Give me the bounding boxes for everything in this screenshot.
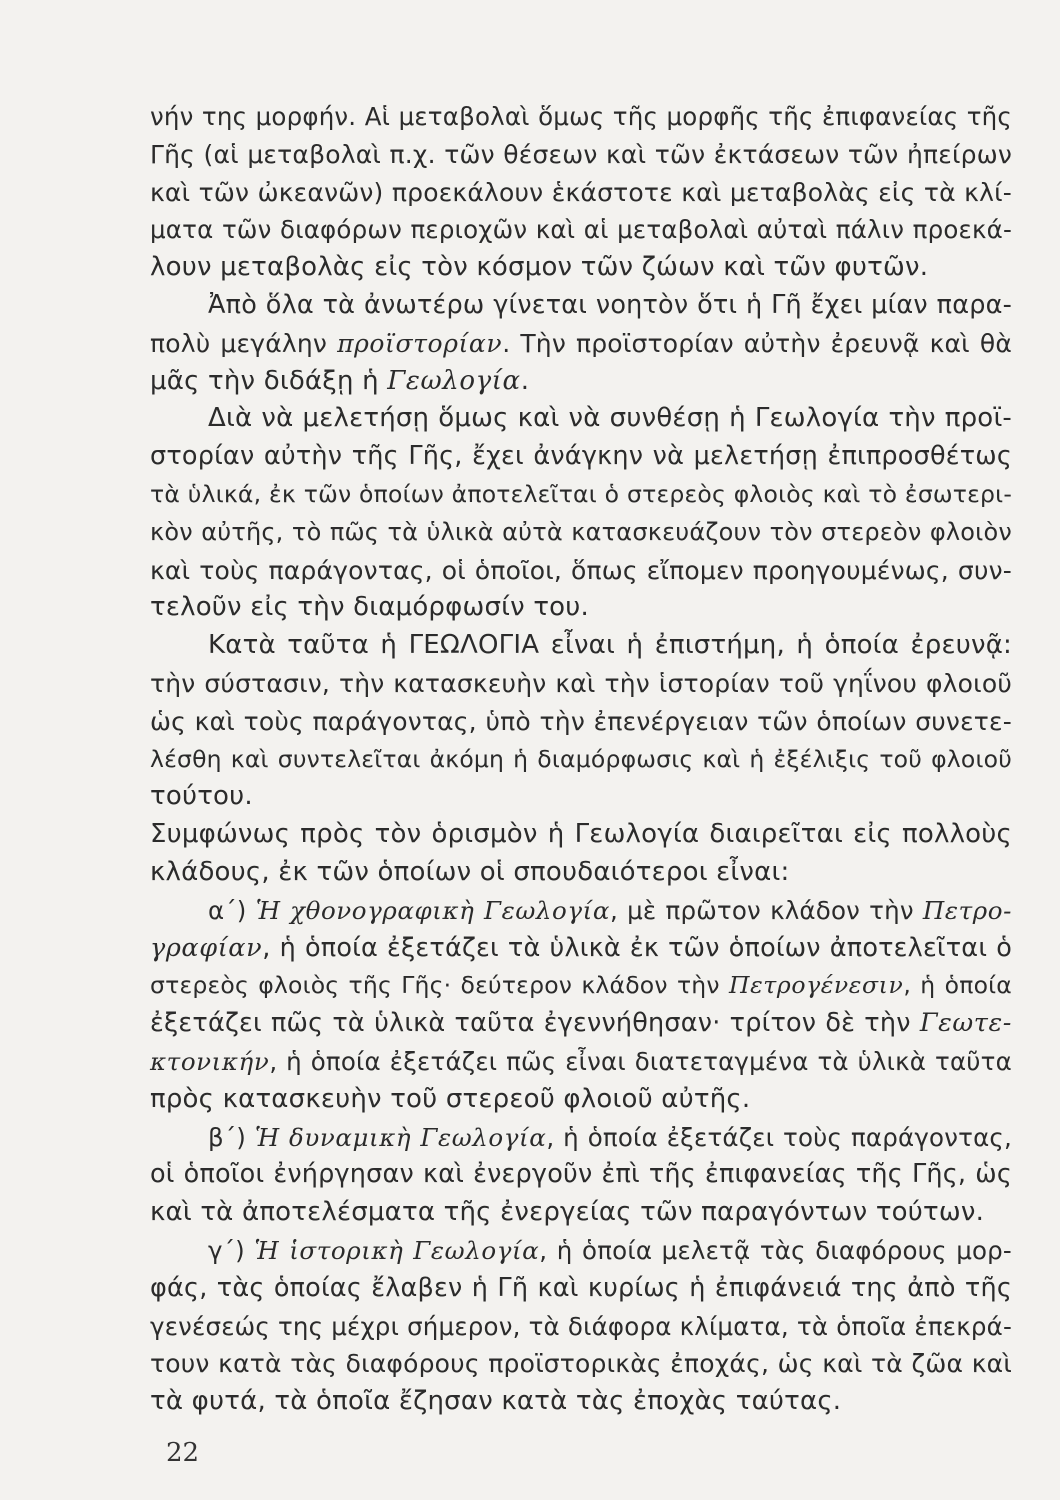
- text-line: [150, 211, 1012, 249]
- text-line: [150, 249, 1012, 287]
- text-line: [150, 1383, 1012, 1421]
- text-run: Διὰ νὰ μελετήσῃ ὅμως καὶ νὰ συνθέσῃ ἡ Γεωλογία τὴν προϊ-: [208, 403, 1012, 434]
- text-line: [150, 1156, 1012, 1194]
- text-line: [150, 438, 1012, 476]
- text-line: [150, 892, 1012, 930]
- text-line: [150, 854, 1012, 892]
- text-line: [150, 287, 1012, 325]
- text-run: μᾶς τὴν διδάξῃ ἡ: [150, 365, 388, 396]
- text-run: ματα τῶν διαφόρων περιοχῶν καὶ αἱ μεταβολαὶ αὐταὶ πάλιν προεκά-: [150, 215, 1012, 245]
- text-run: , ἡ ὁποία ἐξετάζει πῶς εἶναι διατεταγμένα τὰ ὑλικὰ ταῦτα: [269, 1046, 1012, 1076]
- italic-term: γραφίαν: [150, 932, 263, 963]
- italic-term: προϊστορίαν: [337, 328, 503, 358]
- italic-term: Πετρο-: [922, 895, 1012, 925]
- text-line: [150, 1308, 1012, 1346]
- text-line: [150, 741, 1012, 779]
- italic-term: Γεωλογία: [387, 365, 521, 396]
- text-line: [150, 778, 1012, 816]
- text-run: οἱ ὁποῖοι ἐνήργησαν καὶ ἐνεργοῦν ἐπὶ τῆς ἐπιφανείας τῆς Γῆς, ὡς: [150, 1159, 1012, 1190]
- italic-term: Ἡ δυναμικὴ Γεωλογία: [254, 1122, 547, 1152]
- text-run: τουν κατὰ τὰς διαφόρους προϊστορικὰς ἐποχάς, ὡς καὶ τὰ ζῶα καὶ: [150, 1349, 1012, 1379]
- text-line: [150, 1005, 1012, 1043]
- text-run: , ἡ ὁποία: [903, 971, 1013, 1000]
- body-text: [150, 98, 1012, 1421]
- text-run: κλάδους, ἐκ τῶν ὁποίων οἱ σπουδαιότεροι εἶναι:: [150, 856, 790, 887]
- text-run: γενέσεώς της μέχρι σήμερον, τὰ διάφορα κλίματα, τὰ ὁποῖα ἐπεκρά-: [150, 1311, 1012, 1341]
- text-run: τελοῦν εἰς τὴν διαμόρφωσίν του.: [150, 592, 589, 623]
- text-line: [150, 476, 1012, 514]
- text-run: καὶ τοὺς παράγοντας, οἱ ὁποῖοι, ὅπως εἴπομεν προηγουμένως, συν-: [150, 555, 1012, 585]
- text-line: [150, 98, 1012, 136]
- text-run: στερεὸς φλοιὸς τῆς Γῆς· δεύτερον κλάδον τὴν: [150, 971, 729, 1000]
- text-run: νήν της μορφήν. Αἱ μεταβολαὶ ὅμως τῆς μορφῆς τῆς ἐπιφανείας τῆς: [150, 102, 1012, 131]
- text-line: [150, 1194, 1012, 1232]
- text-line: [150, 400, 1012, 438]
- italic-term: κτονικήν: [150, 1046, 270, 1076]
- text-run: λέσθη καὶ συντελεῖται ἀκόμη ἡ διαμόρφωσις καὶ ἡ ἐξέλιξις τοῦ φλοιοῦ: [150, 744, 1012, 773]
- text-line: [150, 552, 1012, 590]
- text-line: [150, 1270, 1012, 1308]
- text-run: κὸν αὐτῆς, τὸ πῶς τὰ ὑλικὰ αὐτὰ κατασκευάζουν τὸν στερεὸν φλοιὸν: [150, 517, 1012, 546]
- text-line: [150, 1232, 1012, 1270]
- text-line: [150, 174, 1012, 212]
- text-run: πρὸς κατασκευὴν τοῦ στερεοῦ φλοιοῦ αὐτῆς.: [150, 1083, 751, 1114]
- text-line: [150, 627, 1012, 665]
- text-line: [150, 136, 1012, 174]
- text-line: [150, 589, 1012, 627]
- text-run: Συμφώνως πρὸς τὸν ὁρισμὸν ἡ Γεωλογία διαιρεῖται εἰς πολλοὺς: [150, 819, 1012, 850]
- text-run: , ἡ ὁποία μελετᾷ τὰς διαφόρους μορ-: [539, 1235, 1012, 1265]
- text-line: [150, 1043, 1012, 1081]
- text-line: [150, 703, 1012, 741]
- text-line: [150, 1119, 1012, 1157]
- text-line: [150, 1081, 1012, 1119]
- italic-term: Ἡ χθονογραφικὴ Γεωλογία: [255, 895, 610, 925]
- text-line: [150, 363, 1012, 401]
- text-line: [150, 665, 1012, 703]
- text-run: Κατὰ ταῦτα ἡ ΓΕΩΛΟΓΙΑ εἶναι ἡ ἐπιστήμη, ἡ ὁποία ἐρευνᾷ:: [208, 630, 1012, 661]
- text-run: α΄): [208, 895, 256, 925]
- text-run: τὰ φυτά, τὰ ὁποῖα ἔζησαν κατὰ τὰς ἐποχὰς ταύτας.: [150, 1386, 842, 1417]
- text-run: , ἡ ὁποία ἐξετάζει τὰ ὑλικὰ ἐκ τῶν ὁποίων ἀποτελεῖται ὁ: [262, 932, 1012, 963]
- italic-term: Ἡ ἱστορικὴ Γεωλογία: [254, 1235, 540, 1265]
- text-run: στορίαν αὐτὴν τῆς Γῆς, ἔχει ἀνάγκην νὰ μελετήσῃ ἐπιπροσθέτως: [150, 441, 1012, 472]
- text-run: .: [520, 365, 530, 396]
- text-run: τὰ ὑλικά, ἐκ τῶν ὁποίων ἀποτελεῖται ὁ στερεὸς φλοιὸς καὶ τὸ ἐσωτερι-: [150, 479, 1012, 508]
- text-run: Γῆς (αἱ μεταβολαὶ π.χ. τῶν θέσεων καὶ τῶν ἐκτάσεων τῶν ἠπείρων: [150, 139, 1012, 169]
- page-number: 22: [166, 1438, 200, 1468]
- text-run: β΄): [208, 1122, 255, 1152]
- text-line: [150, 514, 1012, 552]
- text-run: γ΄): [208, 1235, 255, 1265]
- text-line: [150, 816, 1012, 854]
- text-line: [150, 967, 1012, 1005]
- text-run: , ἡ ὁποία ἐξετάζει τοὺς παράγοντας,: [546, 1122, 1012, 1152]
- text-line: [150, 325, 1012, 363]
- italic-term: Πετρογένεσιν: [729, 971, 904, 1000]
- text-run: Ἀπὸ ὅλα τὰ ἀνωτέρω γίνεται νοητὸν ὅτι ἡ Γῆ ἔχει μίαν παρα-: [208, 289, 1012, 320]
- text-run: πολὺ μεγάλην: [150, 328, 338, 358]
- text-run: τούτου.: [150, 781, 253, 812]
- text-run: . Τὴν προϊστορίαν αὐτὴν ἐρευνᾷ καὶ θὰ: [502, 328, 1012, 358]
- text-run: , μὲ πρῶτον κλάδον τὴν: [609, 895, 923, 925]
- text-line: [150, 930, 1012, 968]
- text-run: καὶ τῶν ὠκεανῶν) προεκάλουν ἑκάστοτε καὶ μεταβολὰς εἰς τὰ κλί-: [150, 177, 1012, 207]
- text-line: [150, 1345, 1012, 1383]
- text-run: λουν μεταβολὰς εἰς τὸν κόσμον τῶν ζώων καὶ τῶν φυτῶν.: [150, 252, 929, 283]
- text-run: τὴν σύστασιν, τὴν κατασκευὴν καὶ τὴν ἱστορίαν τοῦ γηΐνου φλοιοῦ: [150, 668, 1012, 698]
- text-run: ὡς καὶ τοὺς παράγοντας, ὑπὸ τὴν ἐπενέργειαν τῶν ὁποίων συνετε-: [150, 706, 1012, 736]
- text-run: φάς, τὰς ὁποίας ἔλαβεν ἡ Γῆ καὶ κυρίως ἡ ἐπιφάνειά της ἀπὸ τῆς: [150, 1272, 1012, 1303]
- text-run: καὶ τὰ ἀποτελέσματα τῆς ἐνεργείας τῶν παραγόντων τούτων.: [150, 1197, 985, 1228]
- italic-term: Γεωτε-: [919, 1008, 1012, 1039]
- text-run: ἐξετάζει πῶς τὰ ὑλικὰ ταῦτα ἐγεννήθησαν· τρίτον δὲ τὴν: [150, 1008, 920, 1039]
